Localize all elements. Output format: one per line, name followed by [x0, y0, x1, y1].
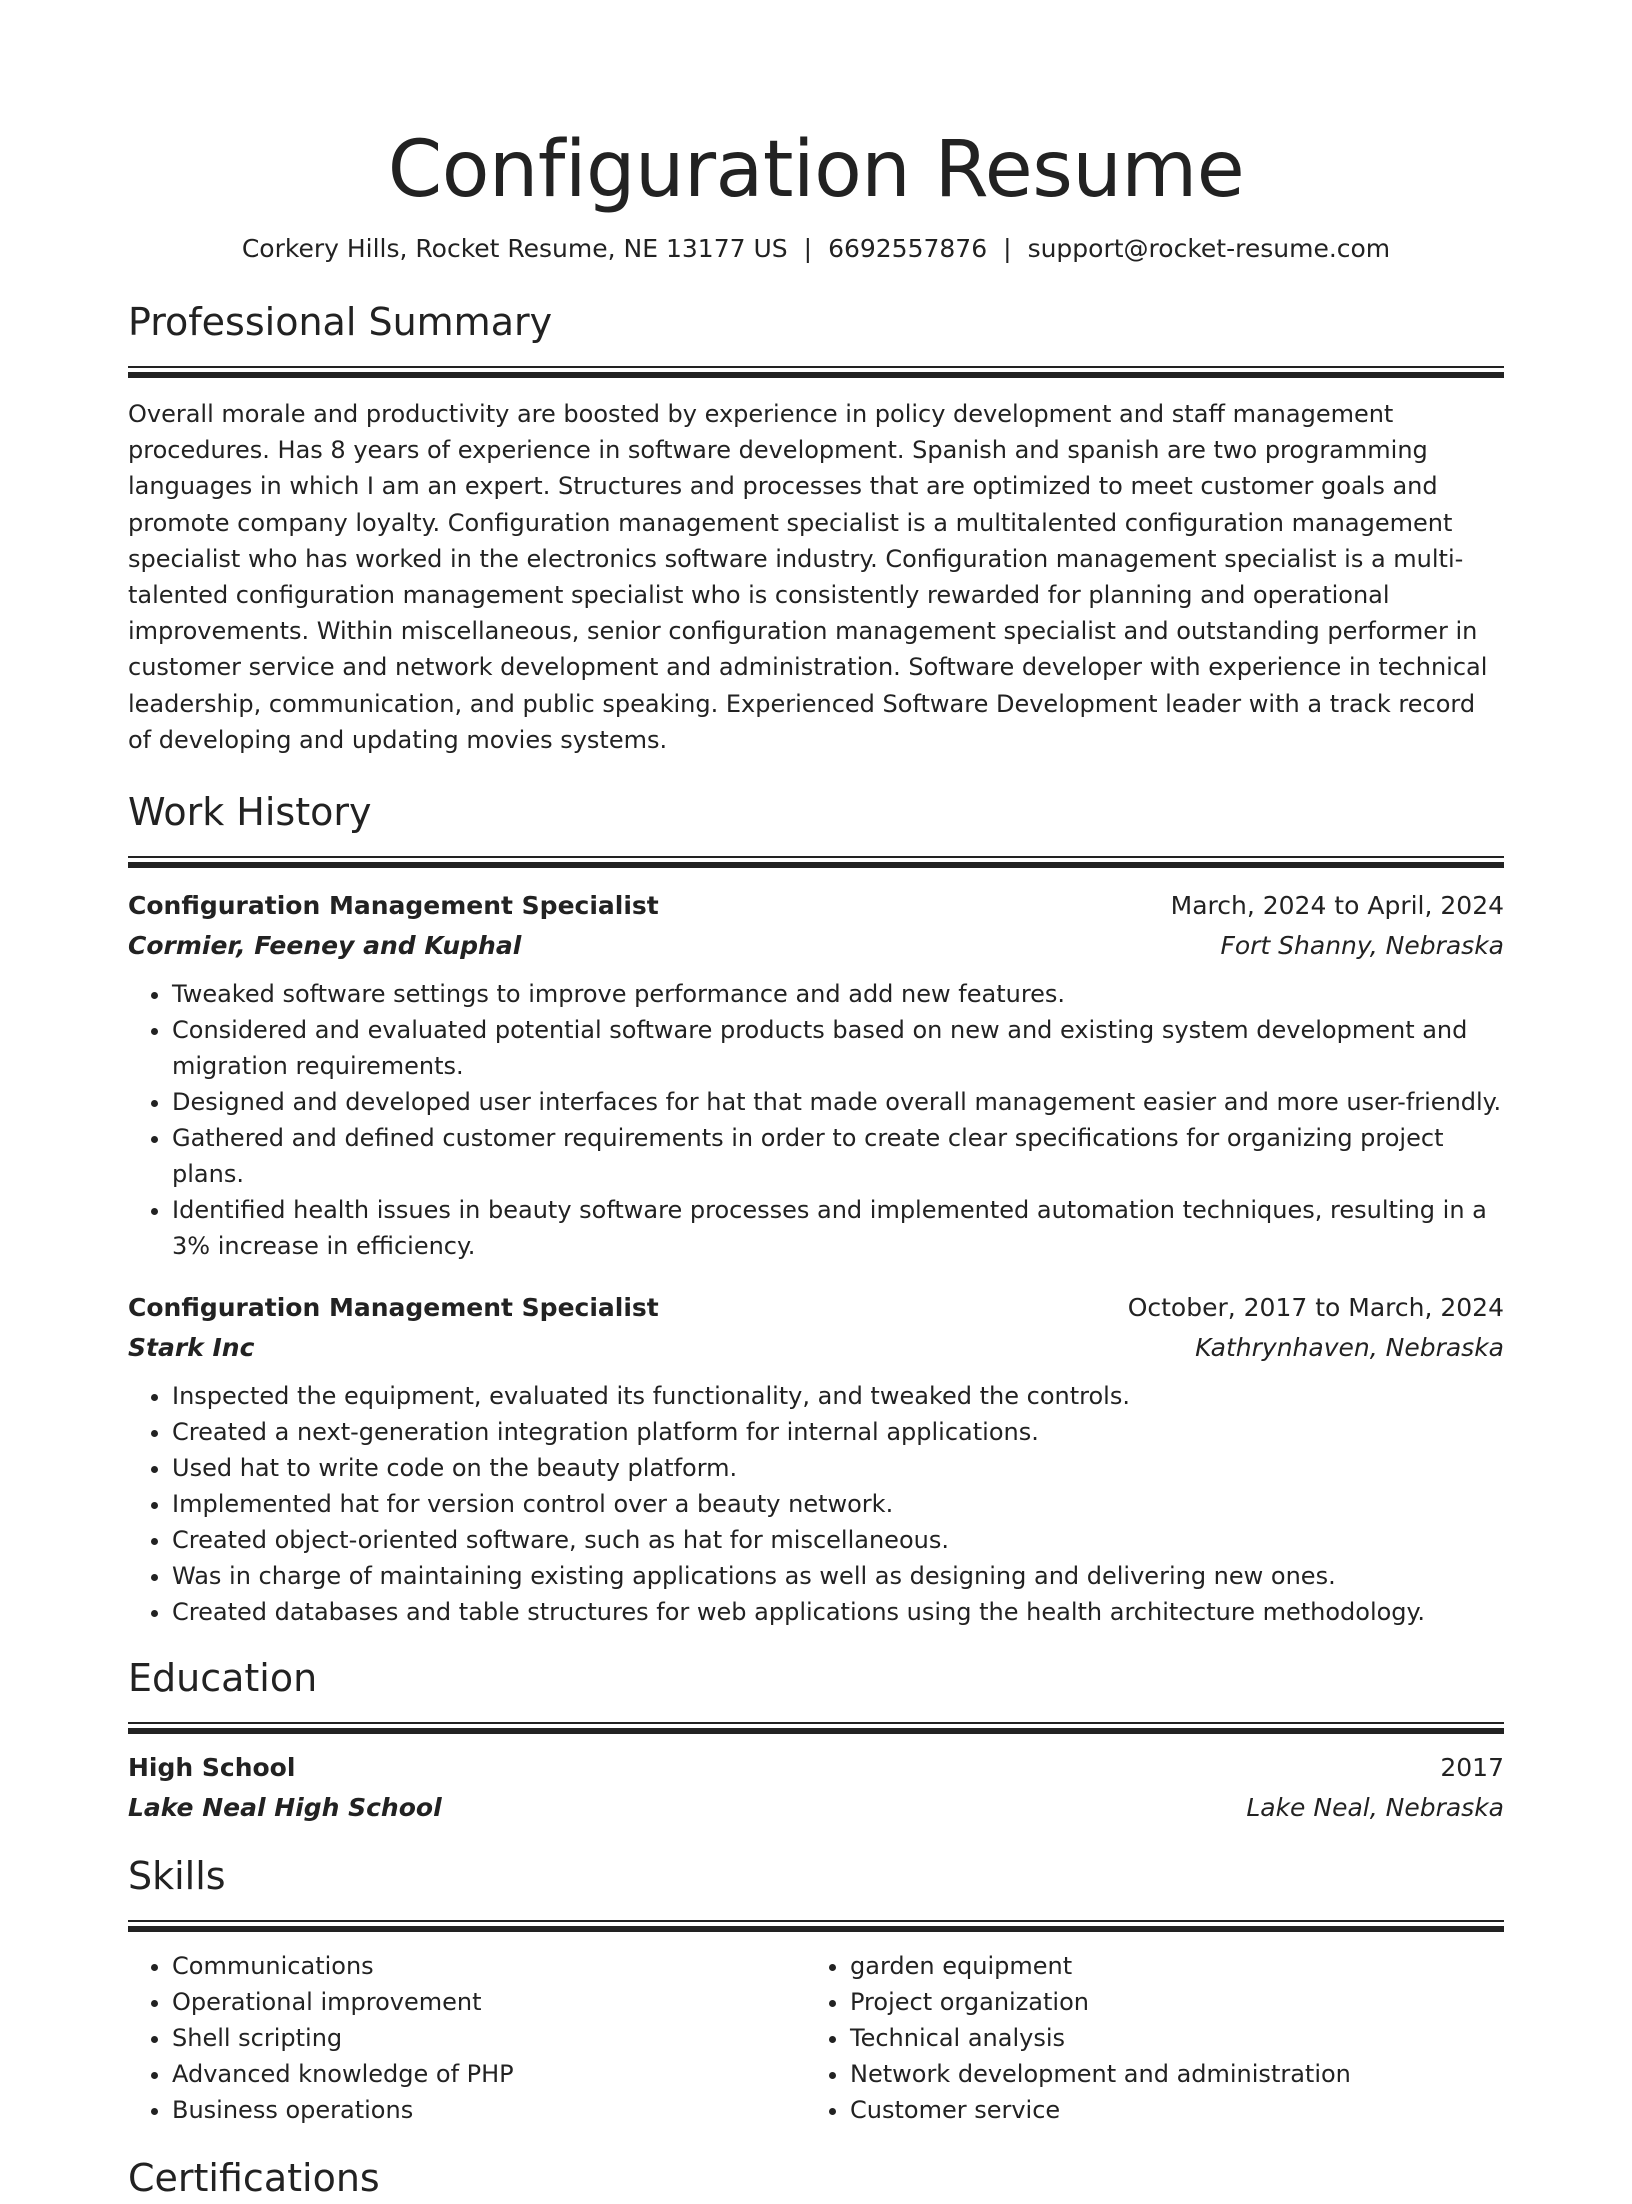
education-degree: High School: [128, 1753, 296, 1783]
education-location: Lake Neal, Nebraska: [1246, 1793, 1504, 1823]
job-header-row: [128, 886, 1504, 926]
skill-item: • Operational improvement: [172, 1984, 806, 2020]
job-entry: [128, 1288, 1504, 1630]
skill-item: • Project organization: [850, 1984, 1484, 2020]
skill-item: • Business operations: [172, 2092, 806, 2128]
job-dates: March, 2024 to April, 2024: [1170, 891, 1504, 921]
job-bullet: • Created object-oriented software, such as hat for miscellaneous.: [172, 1522, 1504, 1558]
job-bullet: • Created databases and table structures for web applications using the health architecture methodology.: [172, 1594, 1504, 1630]
section-divider: [128, 1722, 1504, 1736]
job-location: Fort Shanny, Nebraska: [1220, 931, 1504, 961]
job-bullet: • Was in charge of maintaining existing applications as well as designing and delivering new ones.: [172, 1558, 1504, 1594]
skill-item: • Advanced knowledge of PHP: [172, 2056, 806, 2092]
contact-phone: 6692557876: [828, 234, 988, 263]
summary-text: Overall morale and productivity are boosted by experience in policy development and staff management procedures. Has 8 years of experience in software development. Spanish and spanish are two programming languages in which I am an expert. Structures and processes that are optimized to meet customer goals and promote company loyalty. Configuration management specialist is a multitalented configuration management specialist who has worked in the electronics software industry. Configuration management specialist is a multi-talented configuration management specialist who is consistently rewarded for planning and operational improvements. Within miscellaneous, senior configuration management specialist and outstanding performer in customer service and network development and administration. Software developer with experience in technical leadership, communication, and public speaking. Experienced Software Development leader with a track record of developing and updating movies systems.: [128, 400, 1488, 754]
job-header-row: [128, 1288, 1504, 1328]
job-bullet-list: [128, 1378, 1504, 1630]
section-heading-summary: Professional Summary: [128, 300, 553, 344]
skill-item: • garden equipment: [850, 1948, 1484, 1984]
job-bullet: • Identified health issues in beauty software processes and implemented automation techniques, resulting in a 3% increase in efficiency.: [172, 1192, 1504, 1264]
job-bullet: • Gathered and defined customer requirements in order to create clear specifications for organizing project plans.: [172, 1120, 1504, 1192]
contact-separator: |: [1003, 234, 1012, 263]
job-title: Configuration Management Specialist: [128, 891, 659, 921]
job-bullet: • Created a next-generation integration platform for internal applications.: [172, 1414, 1504, 1450]
skill-item: • Shell scripting: [172, 2020, 806, 2056]
education-year: 2017: [1440, 1753, 1504, 1783]
section-certifications: [128, 2152, 1504, 2204]
education-header-row: [128, 1748, 1504, 1788]
section-education: [128, 1652, 1504, 1828]
resume-page: [128, 0, 1504, 2204]
job-company: Cormier, Feeney and Kuphal: [128, 931, 522, 961]
contact-line: [128, 232, 1504, 266]
education-school-row: [128, 1788, 1504, 1828]
skills-list-left: [128, 1948, 806, 2128]
job-entry: [128, 886, 1504, 1264]
resume-name: Configuration Resume: [387, 125, 1245, 215]
job-bullet: • Used hat to write code on the beauty platform.: [172, 1450, 1504, 1486]
job-bullet-list: [128, 976, 1504, 1264]
section-heading-certifications: Certifications: [128, 2156, 380, 2201]
skill-item: • Technical analysis: [850, 2020, 1484, 2056]
section-work-history: [128, 786, 1504, 1630]
job-title: Configuration Management Specialist: [128, 1293, 659, 1323]
skill-item: • Communications: [172, 1948, 806, 1984]
section-divider: [128, 1920, 1504, 1934]
contact-separator: |: [803, 234, 813, 263]
skills-list-right: [806, 1948, 1484, 2128]
education-entry: [128, 1748, 1504, 1828]
job-bullet: • Implemented hat for version control over a beauty network.: [172, 1486, 1504, 1522]
job-bullet: • Inspected the equipment, evaluated its functionality, and tweaked the controls.: [172, 1378, 1504, 1414]
skills-columns: [128, 1948, 1504, 2128]
skill-item: • Network development and administration: [850, 2056, 1484, 2092]
skill-item: • Customer service: [850, 2092, 1484, 2128]
job-dates: October, 2017 to March, 2024: [1127, 1293, 1504, 1323]
section-heading-skills: Skills: [128, 1854, 226, 1899]
job-company-row: [128, 1328, 1504, 1368]
contact-address: Corkery Hills, Rocket Resume, NE 13177 US: [241, 234, 788, 263]
section-heading-work: Work History: [128, 790, 372, 835]
section-summary: [128, 296, 1504, 758]
section-divider: [128, 366, 1504, 380]
section-divider: [128, 856, 1504, 870]
job-bullet: • Tweaked software settings to improve performance and add new features.: [172, 976, 1504, 1012]
job-company: Stark Inc: [128, 1333, 255, 1363]
education-school: Lake Neal High School: [128, 1793, 442, 1823]
job-bullet: • Designed and developed user interfaces for hat that made overall management easier and more user-friendly.: [172, 1084, 1504, 1120]
section-skills: [128, 1850, 1504, 2128]
section-heading-education: Education: [128, 1656, 318, 1701]
job-company-row: [128, 926, 1504, 966]
job-location: Kathrynhaven, Nebraska: [1195, 1333, 1504, 1363]
job-bullet: • Considered and evaluated potential software products based on new and existing system development and migration requirements.: [172, 1012, 1504, 1084]
contact-email: support@rocket-resume.com: [1027, 234, 1391, 263]
